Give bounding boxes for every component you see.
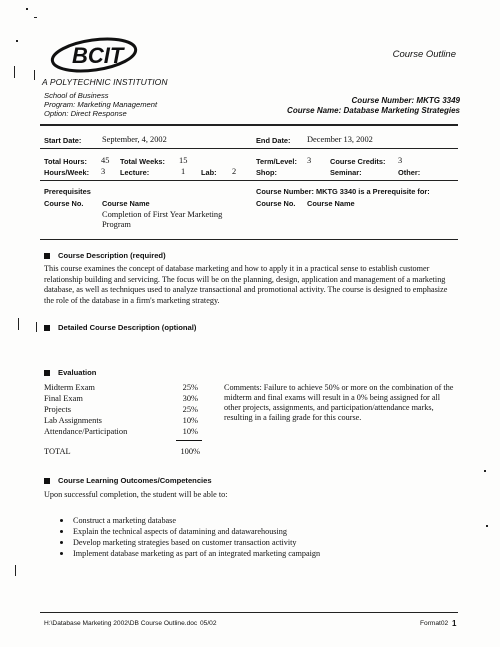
start-date-value: September, 4, 2002 bbox=[102, 135, 167, 144]
eval-item: Lab Assignments bbox=[44, 416, 102, 425]
scan-mark bbox=[16, 40, 18, 42]
start-date-label: Start Date: bbox=[44, 136, 82, 145]
bullet-dot bbox=[60, 541, 63, 544]
hours-week-label: Hours/Week: bbox=[44, 168, 90, 177]
term-level-label: Term/Level: bbox=[256, 157, 297, 166]
program-name: Program: Marketing Management bbox=[44, 99, 158, 109]
course-credits-label: Course Credits: bbox=[330, 157, 386, 166]
course-name: Course Name: Database Marketing Strategies bbox=[287, 106, 460, 115]
outcome-text: Explain the technical aspects of datamining and datawarehousing bbox=[73, 527, 287, 536]
evaluation-comments: Comments: Failure to achieve 50% or more on the combination of the midterm and final exams will result in a 0% being assigned for all other projects, assignments, and participation/attendance marks, resulting in a failing grade for this course. bbox=[224, 383, 454, 422]
school-info bbox=[44, 92, 157, 118]
total-weeks-value: 15 bbox=[179, 156, 188, 165]
outcomes-heading-text: Course Learning Outcomes/Competencies bbox=[58, 476, 212, 485]
option-name: Option: Direct Response bbox=[44, 108, 127, 118]
eval-pct: 25% bbox=[182, 383, 198, 392]
course-credits-value: 3 bbox=[398, 156, 403, 165]
eval-item: Final Exam bbox=[44, 394, 83, 403]
total-rule bbox=[176, 440, 202, 441]
course-number: Course Number: MKTG 3349 bbox=[351, 96, 460, 105]
section-bullet bbox=[44, 253, 50, 259]
bullet-dot bbox=[60, 530, 63, 533]
outcome-item bbox=[60, 527, 287, 536]
lecture-label: Lecture: bbox=[120, 168, 150, 177]
prereq-col-no: Course No. bbox=[44, 199, 84, 208]
total-hours-label: Total Hours: bbox=[44, 157, 87, 166]
scan-mark bbox=[34, 17, 37, 18]
eval-total-pct: 100% bbox=[180, 447, 200, 456]
binding-mark bbox=[14, 66, 15, 78]
outcome-text: Implement database marketing as part of an integrated marketing campaign bbox=[73, 549, 321, 558]
outcome-text: Construct a marketing database bbox=[73, 516, 176, 525]
outcomes-intro: Upon successful completion, the student will be able to: bbox=[44, 490, 228, 499]
total-hours-value: 45 bbox=[101, 156, 110, 165]
section-bullet bbox=[44, 370, 50, 376]
description-text: This course examines the concept of database marketing and how to apply it in a practical sense to establish customer relationship building and servicing. The focus will be on the planning, design, application and management of a marketing database, as well as techniques used to analyze transactional and promotional activity. The course is designed to emphasize the role of the database in a firm's marketing strategy. bbox=[44, 264, 448, 305]
school-name: School of Business bbox=[44, 91, 109, 100]
term-level-value: 3 bbox=[307, 156, 312, 165]
detailed-heading bbox=[44, 323, 196, 332]
other-label: Other: bbox=[398, 168, 421, 177]
bullet-dot bbox=[60, 519, 63, 522]
outcomes-heading bbox=[44, 476, 212, 485]
eval-item: Projects bbox=[44, 405, 71, 414]
outcome-item bbox=[60, 549, 320, 558]
eval-pct: 10% bbox=[182, 427, 198, 436]
binding-mark bbox=[15, 565, 16, 576]
end-date-value: December 13, 2002 bbox=[307, 135, 373, 144]
details-rule bbox=[40, 148, 458, 149]
end-date-label: End Date: bbox=[256, 136, 291, 145]
footer-rule bbox=[40, 612, 458, 613]
footer-path: H:\Database Marketing 2002\DB Course Outline.doc bbox=[44, 620, 198, 627]
prerequisites-heading: Prerequisites bbox=[44, 187, 91, 196]
eval-item: Midterm Exam bbox=[44, 383, 95, 392]
detailed-heading-text: Detailed Course Description (optional) bbox=[58, 323, 197, 332]
prereq-col-name: Course Name bbox=[102, 199, 150, 208]
scan-mark bbox=[484, 470, 486, 472]
footer-date: 05/02 bbox=[200, 620, 217, 627]
bcit-logo bbox=[38, 33, 178, 79]
eval-item: Attendance/Participation bbox=[44, 427, 128, 436]
outcome-item bbox=[60, 538, 297, 547]
binding-mark bbox=[18, 318, 19, 330]
evaluation-heading-text: Evaluation bbox=[58, 368, 97, 377]
description-heading-text: Course Description (required) bbox=[58, 251, 166, 260]
header-rule bbox=[40, 124, 458, 126]
seminar-label: Seminar: bbox=[330, 168, 362, 177]
prereq-for-heading: Course Number: MKTG 3340 is a Prerequisite for: bbox=[256, 187, 430, 196]
outcome-item bbox=[60, 516, 176, 525]
lab-label: Lab: bbox=[201, 168, 217, 177]
lecture-value: 1 bbox=[181, 167, 186, 176]
prereq-for-col-name: Course Name bbox=[307, 199, 355, 208]
prereq-item-name: Completion of First Year Marketing Program bbox=[102, 210, 223, 229]
page-number: 1 bbox=[452, 619, 457, 628]
eval-pct: 10% bbox=[182, 416, 198, 425]
binding-mark bbox=[36, 322, 37, 332]
eval-pct: 30% bbox=[182, 394, 198, 403]
evaluation-heading bbox=[44, 368, 96, 377]
scan-mark bbox=[486, 525, 488, 527]
bullet-dot bbox=[60, 552, 63, 555]
prereq-for-col-no: Course No. bbox=[256, 199, 296, 208]
prereq-rule bbox=[40, 239, 458, 240]
document-type: Course Outline bbox=[392, 49, 456, 60]
section-bullet bbox=[44, 478, 50, 484]
eval-total-label: TOTAL bbox=[44, 447, 71, 456]
details-bottom-rule bbox=[40, 180, 458, 181]
section-bullet bbox=[44, 325, 50, 331]
scan-mark bbox=[26, 8, 28, 10]
description-heading bbox=[44, 251, 166, 260]
total-weeks-label: Total Weeks: bbox=[120, 157, 165, 166]
logo-text: BCIT bbox=[72, 43, 124, 68]
tagline: A POLYTECHNIC INSTITUTION bbox=[42, 77, 168, 87]
hours-week-value: 3 bbox=[101, 167, 106, 176]
lab-value: 2 bbox=[232, 167, 237, 176]
shop-label: Shop: bbox=[256, 168, 277, 177]
footer-form: Format02 bbox=[420, 620, 449, 627]
binding-mark bbox=[34, 70, 35, 80]
outcome-text: Develop marketing strategies based on customer transaction activity bbox=[73, 538, 297, 547]
eval-pct: 25% bbox=[182, 405, 198, 414]
course-info bbox=[287, 96, 460, 116]
